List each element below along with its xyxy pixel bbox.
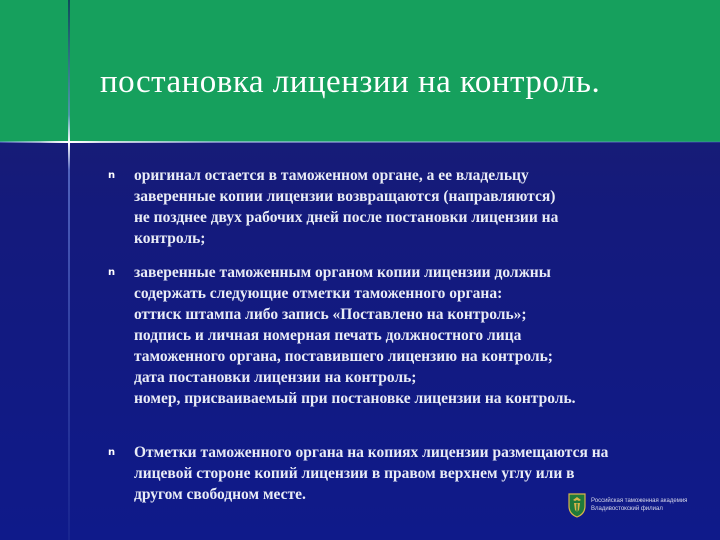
text-line: контроль; <box>134 230 206 247</box>
decorative-vertical-line <box>68 0 70 540</box>
decorative-horizontal-line <box>0 141 720 143</box>
text-line: другом свободном месте. <box>134 486 306 503</box>
emblem-caption-line: Российская таможенная академия <box>591 498 688 504</box>
bullet-icon: n <box>108 170 116 181</box>
bullet-text <box>134 165 704 249</box>
text-line: не позднее двух рабочих дней после постановки лицензии на <box>134 209 559 226</box>
emblem-caption-line: Владивостокский филиал <box>591 506 663 512</box>
text-line: лицевой стороне копий лицензии в правом верхнем углу или в <box>134 465 575 482</box>
text-line: Отметки таможенного органа на копиях лицензии размещаются на <box>134 444 609 461</box>
customs-emblem-icon <box>566 491 588 518</box>
slide-title: постановка лицензии на контроль. <box>100 64 601 100</box>
text-line: таможенного органа, поставившего лицензию на контроль; <box>134 348 553 365</box>
text-line: заверенные таможенным органом копии лицензии должны <box>134 264 551 281</box>
text-line: содержать следующие отметки таможенного органа: <box>134 285 503 302</box>
sparkle-glow <box>40 141 100 143</box>
bullet-icon: n <box>108 267 116 278</box>
bullet-text <box>134 442 704 505</box>
text-line: дата постановки лицензии на контроль; <box>134 369 417 386</box>
emblem-caption <box>591 497 687 513</box>
bullet-text <box>134 262 704 409</box>
text-line: подпись и личная номерная печать должностного лица <box>134 327 522 344</box>
bullet-icon: n <box>108 447 116 458</box>
title-bar <box>0 0 720 142</box>
text-line: номер, присваиваемый при постановке лицензии на контроль. <box>134 390 576 407</box>
text-line: заверенные копии лицензии возвращаются (направляются) <box>134 188 556 205</box>
text-line: оттиск штампа либо запись «Поставлено на контроль»; <box>134 306 527 323</box>
text-line: оригинал остается в таможенном органе, а ее владельцу <box>134 167 529 184</box>
